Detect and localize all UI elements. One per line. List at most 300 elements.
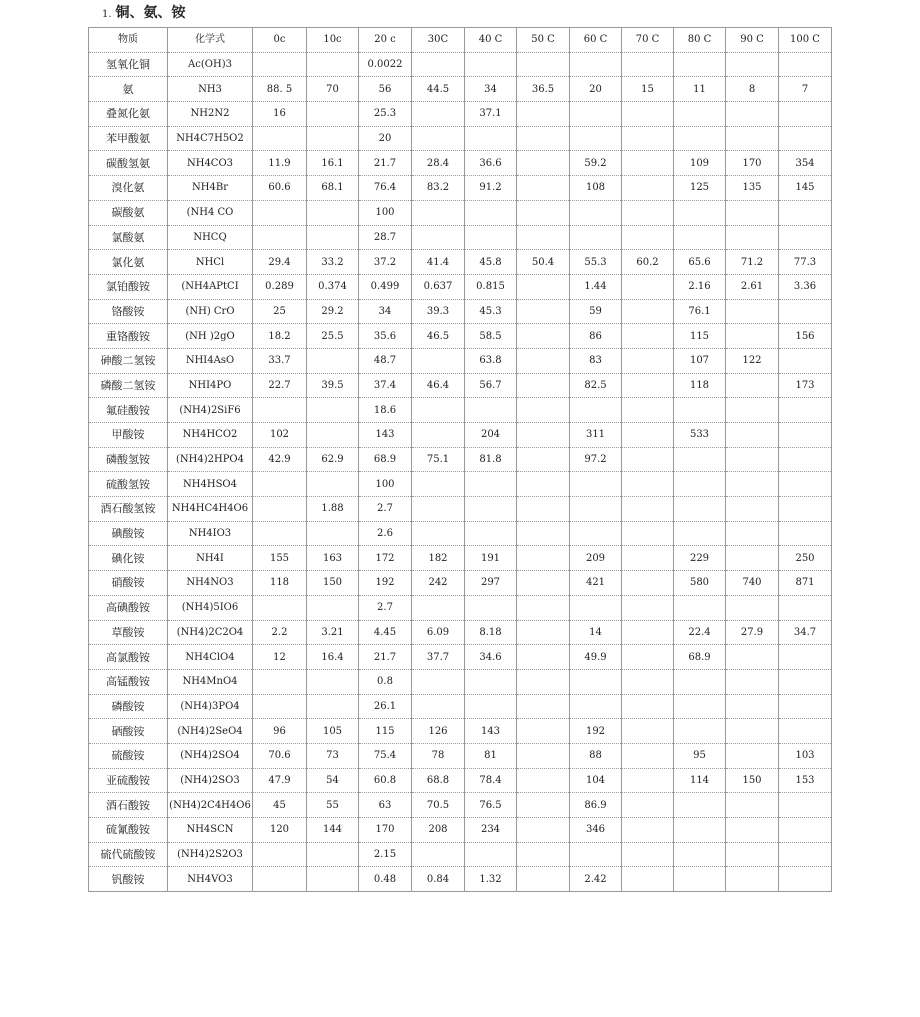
solubility-cell (412, 52, 465, 77)
solubility-cell (779, 447, 832, 472)
solubility-cell: 3.36 (779, 274, 832, 299)
solubility-cell (622, 743, 674, 768)
column-header: 20 c (359, 28, 412, 53)
solubility-cell (307, 867, 359, 892)
solubility-cell (779, 102, 832, 127)
formula-cell: NH4Br (168, 176, 253, 201)
solubility-cell (307, 398, 359, 423)
solubility-cell (465, 398, 517, 423)
substance-cell: 叠氮化氨 (89, 102, 168, 127)
solubility-cell: 2.6 (359, 521, 412, 546)
solubility-cell: 97.2 (570, 447, 622, 472)
solubility-cell (622, 497, 674, 522)
solubility-cell: 27.9 (726, 620, 779, 645)
formula-cell: NH4HSO4 (168, 472, 253, 497)
solubility-cell (253, 521, 307, 546)
solubility-cell (726, 694, 779, 719)
solubility-cell: 346 (570, 818, 622, 843)
solubility-cell: 170 (359, 818, 412, 843)
solubility-cell (517, 299, 570, 324)
solubility-cell: 1.44 (570, 274, 622, 299)
solubility-cell: 12 (253, 645, 307, 670)
table-row (89, 102, 832, 127)
solubility-cell: 60.6 (253, 176, 307, 201)
table-row (89, 225, 832, 250)
substance-cell: 氟硅酸铵 (89, 398, 168, 423)
solubility-cell (412, 521, 465, 546)
solubility-cell: 82.5 (570, 373, 622, 398)
solubility-cell (570, 225, 622, 250)
solubility-cell (412, 200, 465, 225)
solubility-cell: 0.0022 (359, 52, 412, 77)
solubility-cell: 2.2 (253, 620, 307, 645)
solubility-cell: 20 (570, 77, 622, 102)
solubility-cell (779, 423, 832, 448)
solubility-cell (726, 324, 779, 349)
solubility-cell (307, 472, 359, 497)
solubility-cell: 102 (253, 423, 307, 448)
solubility-cell: 62.9 (307, 447, 359, 472)
solubility-cell (674, 102, 726, 127)
formula-cell: NH4NO3 (168, 571, 253, 596)
solubility-cell: 16.4 (307, 645, 359, 670)
table-row (89, 595, 832, 620)
solubility-cell (726, 225, 779, 250)
solubility-cell (726, 818, 779, 843)
solubility-cell: 8 (726, 77, 779, 102)
solubility-cell (253, 842, 307, 867)
solubility-cell: 75.4 (359, 743, 412, 768)
table-row (89, 719, 832, 744)
solubility-cell: 16 (253, 102, 307, 127)
solubility-cell (412, 423, 465, 448)
solubility-cell: 311 (570, 423, 622, 448)
solubility-cell (779, 52, 832, 77)
table-row (89, 398, 832, 423)
solubility-cell: 70.5 (412, 793, 465, 818)
solubility-cell (517, 546, 570, 571)
solubility-cell (726, 373, 779, 398)
solubility-cell: 172 (359, 546, 412, 571)
formula-cell: (NH4)2C2O4 (168, 620, 253, 645)
solubility-cell (517, 867, 570, 892)
solubility-cell (779, 818, 832, 843)
solubility-cell: 115 (359, 719, 412, 744)
table-row (89, 176, 832, 201)
solubility-cell: 28.4 (412, 151, 465, 176)
solubility-cell: 105 (307, 719, 359, 744)
solubility-cell (779, 669, 832, 694)
substance-cell: 铬酸铵 (89, 299, 168, 324)
formula-cell: NH4HCO2 (168, 423, 253, 448)
solubility-cell (622, 447, 674, 472)
solubility-cell (253, 52, 307, 77)
solubility-cell (253, 867, 307, 892)
solubility-cell (622, 546, 674, 571)
solubility-cell: 55 (307, 793, 359, 818)
solubility-cell: 29.4 (253, 250, 307, 275)
solubility-cell (253, 200, 307, 225)
solubility-cell: 8.18 (465, 620, 517, 645)
solubility-cell (622, 52, 674, 77)
solubility-cell (517, 151, 570, 176)
formula-cell: (NH4)2SO3 (168, 768, 253, 793)
solubility-cell: 22.7 (253, 373, 307, 398)
solubility-cell (779, 595, 832, 620)
solubility-cell (465, 200, 517, 225)
solubility-cell (570, 52, 622, 77)
solubility-cell (622, 793, 674, 818)
solubility-cell: 83.2 (412, 176, 465, 201)
solubility-cell (674, 52, 726, 77)
solubility-cell (412, 842, 465, 867)
formula-cell: NH4CO3 (168, 151, 253, 176)
solubility-cell: 100 (359, 472, 412, 497)
solubility-cell: 25.3 (359, 102, 412, 127)
formula-cell: (NH4)2S2O3 (168, 842, 253, 867)
solubility-cell: 107 (674, 348, 726, 373)
table-row (89, 793, 832, 818)
solubility-cell: 6.09 (412, 620, 465, 645)
solubility-cell: 77.3 (779, 250, 832, 275)
solubility-cell: 81 (465, 743, 517, 768)
solubility-cell (307, 225, 359, 250)
solubility-cell: 88 (570, 743, 622, 768)
solubility-cell: 76.4 (359, 176, 412, 201)
table-row (89, 52, 832, 77)
solubility-cell (517, 472, 570, 497)
solubility-cell (570, 102, 622, 127)
solubility-cell (517, 818, 570, 843)
solubility-cell: 234 (465, 818, 517, 843)
solubility-cell: 47.9 (253, 768, 307, 793)
solubility-cell: 16.1 (307, 151, 359, 176)
solubility-cell (570, 694, 622, 719)
solubility-cell (726, 299, 779, 324)
solubility-cell (517, 521, 570, 546)
solubility-cell (517, 274, 570, 299)
substance-cell: 氯化氨 (89, 250, 168, 275)
solubility-cell: 49.9 (570, 645, 622, 670)
solubility-cell: 91.2 (465, 176, 517, 201)
solubility-cell (517, 595, 570, 620)
solubility-cell (726, 398, 779, 423)
substance-cell: 高碘酸铵 (89, 595, 168, 620)
solubility-cell (465, 694, 517, 719)
solubility-cell: 37.2 (359, 250, 412, 275)
solubility-cell: 45 (253, 793, 307, 818)
page-heading (102, 2, 186, 22)
solubility-cell: 36.6 (465, 151, 517, 176)
solubility-cell: 68.9 (359, 447, 412, 472)
solubility-cell: 45.3 (465, 299, 517, 324)
solubility-cell (465, 595, 517, 620)
solubility-cell (307, 102, 359, 127)
solubility-cell (253, 694, 307, 719)
table-row (89, 867, 832, 892)
solubility-cell (674, 225, 726, 250)
solubility-cell: 229 (674, 546, 726, 571)
column-header: 60 C (570, 28, 622, 53)
substance-cell: 氯铂酸铵 (89, 274, 168, 299)
solubility-cell: 22.4 (674, 620, 726, 645)
solubility-cell (674, 595, 726, 620)
solubility-cell (674, 694, 726, 719)
solubility-cell (412, 669, 465, 694)
solubility-cell (517, 398, 570, 423)
substance-cell: 钒酸铵 (89, 867, 168, 892)
solubility-cell (674, 867, 726, 892)
table-row (89, 373, 832, 398)
solubility-cell (517, 126, 570, 151)
column-header: 80 C (674, 28, 726, 53)
solubility-cell (726, 867, 779, 892)
solubility-cell (779, 225, 832, 250)
solubility-cell: 156 (779, 324, 832, 349)
heading-title: 铜、氨、铵 (115, 5, 186, 21)
solubility-cell (253, 472, 307, 497)
solubility-cell (622, 176, 674, 201)
solubility-cell (674, 447, 726, 472)
solubility-cell (726, 842, 779, 867)
solubility-cell (412, 497, 465, 522)
solubility-cell: 63.8 (465, 348, 517, 373)
solubility-cell (622, 348, 674, 373)
substance-cell: 溴化氨 (89, 176, 168, 201)
solubility-cell (570, 595, 622, 620)
solubility-cell: 297 (465, 571, 517, 596)
column-header: 50 C (517, 28, 570, 53)
column-header: 90 C (726, 28, 779, 53)
solubility-cell: 145 (779, 176, 832, 201)
formula-cell: NH4ClO4 (168, 645, 253, 670)
solubility-cell (779, 200, 832, 225)
solubility-cell: 56.7 (465, 373, 517, 398)
solubility-cell (517, 620, 570, 645)
solubility-cell: 96 (253, 719, 307, 744)
solubility-cell: 83 (570, 348, 622, 373)
solubility-cell (517, 571, 570, 596)
table-row (89, 546, 832, 571)
substance-cell: 磷酸铵 (89, 694, 168, 719)
column-header: 0c (253, 28, 307, 53)
solubility-cell (465, 521, 517, 546)
substance-cell: 碳酸氨 (89, 200, 168, 225)
solubility-cell (622, 669, 674, 694)
solubility-cell (570, 497, 622, 522)
solubility-cell: 192 (570, 719, 622, 744)
substance-cell: 苯甲酸氨 (89, 126, 168, 151)
solubility-cell (412, 595, 465, 620)
solubility-cell: 37.1 (465, 102, 517, 127)
solubility-cell (779, 299, 832, 324)
solubility-cell: 2.16 (674, 274, 726, 299)
solubility-cell: 144 (307, 818, 359, 843)
solubility-cell: 41.4 (412, 250, 465, 275)
solubility-cell (674, 719, 726, 744)
table-row (89, 447, 832, 472)
solubility-cell (622, 620, 674, 645)
solubility-cell: 204 (465, 423, 517, 448)
column-header: 40 C (465, 28, 517, 53)
solubility-cell (307, 200, 359, 225)
solubility-cell: 2.7 (359, 595, 412, 620)
solubility-cell (674, 793, 726, 818)
formula-cell: (NH) CrO (168, 299, 253, 324)
solubility-cell: 11.9 (253, 151, 307, 176)
solubility-cell: 2.42 (570, 867, 622, 892)
solubility-cell: 182 (412, 546, 465, 571)
solubility-cell: 45.8 (465, 250, 517, 275)
solubility-cell: 208 (412, 818, 465, 843)
table-row (89, 77, 832, 102)
solubility-cell (779, 398, 832, 423)
solubility-cell (517, 52, 570, 77)
solubility-cell: 55.3 (570, 250, 622, 275)
formula-cell: NHCQ (168, 225, 253, 250)
solubility-cell (517, 669, 570, 694)
solubility-cell: 143 (359, 423, 412, 448)
column-header: 30C (412, 28, 465, 53)
solubility-cell (307, 669, 359, 694)
formula-cell: (NH4)2SiF6 (168, 398, 253, 423)
solubility-cell: 103 (779, 743, 832, 768)
solubility-cell (465, 842, 517, 867)
solubility-cell (726, 423, 779, 448)
solubility-cell: 25.5 (307, 324, 359, 349)
solubility-cell (307, 595, 359, 620)
solubility-cell (779, 867, 832, 892)
formula-cell: (NH4)2SO4 (168, 743, 253, 768)
solubility-cell (779, 793, 832, 818)
solubility-cell: 191 (465, 546, 517, 571)
solubility-cell (465, 669, 517, 694)
substance-cell: 酒石酸氢铵 (89, 497, 168, 522)
solubility-cell (622, 423, 674, 448)
solubility-cell: 11 (674, 77, 726, 102)
solubility-cell (726, 497, 779, 522)
solubility-cell: 0.374 (307, 274, 359, 299)
solubility-cell: 0.289 (253, 274, 307, 299)
solubility-cell (570, 126, 622, 151)
solubility-cell: 71.2 (726, 250, 779, 275)
solubility-cell (622, 719, 674, 744)
solubility-cell (517, 200, 570, 225)
table-row (89, 348, 832, 373)
solubility-cell: 81.8 (465, 447, 517, 472)
table-row (89, 274, 832, 299)
solubility-cell (517, 694, 570, 719)
solubility-cell: 18.2 (253, 324, 307, 349)
solubility-cell (517, 768, 570, 793)
solubility-cell: 75.1 (412, 447, 465, 472)
solubility-cell: 60.2 (622, 250, 674, 275)
solubility-cell: 15 (622, 77, 674, 102)
substance-cell: 亚硫酸铵 (89, 768, 168, 793)
solubility-cell: 21.7 (359, 151, 412, 176)
solubility-cell (622, 373, 674, 398)
solubility-cell (465, 52, 517, 77)
solubility-cell (726, 719, 779, 744)
solubility-cell: 170 (726, 151, 779, 176)
solubility-cell (517, 324, 570, 349)
solubility-cell: 114 (674, 768, 726, 793)
solubility-cell: 76.1 (674, 299, 726, 324)
formula-cell: NHI4AsO (168, 348, 253, 373)
solubility-cell (412, 472, 465, 497)
solubility-cell (622, 694, 674, 719)
solubility-cell (726, 447, 779, 472)
solubility-cell: 2.15 (359, 842, 412, 867)
solubility-cell (726, 52, 779, 77)
solubility-cell: 33.7 (253, 348, 307, 373)
solubility-cell: 120 (253, 818, 307, 843)
solubility-cell: 42.9 (253, 447, 307, 472)
solubility-cell: 173 (779, 373, 832, 398)
solubility-cell (412, 126, 465, 151)
solubility-cell (622, 571, 674, 596)
table-row (89, 497, 832, 522)
solubility-cell (517, 348, 570, 373)
solubility-cell (517, 176, 570, 201)
substance-cell: 重铬酸铵 (89, 324, 168, 349)
solubility-cell (253, 126, 307, 151)
solubility-cell: 39.5 (307, 373, 359, 398)
table-row (89, 200, 832, 225)
solubility-cell (622, 842, 674, 867)
solubility-cell (779, 472, 832, 497)
substance-cell: 氢氧化铜 (89, 52, 168, 77)
solubility-cell (674, 669, 726, 694)
table-row (89, 818, 832, 843)
solubility-cell: 95 (674, 743, 726, 768)
table-row (89, 423, 832, 448)
solubility-cell: 0.8 (359, 669, 412, 694)
solubility-cell: 143 (465, 719, 517, 744)
solubility-cell (517, 102, 570, 127)
solubility-cell (253, 398, 307, 423)
solubility-cell: 86.9 (570, 793, 622, 818)
solubility-cell: 68.1 (307, 176, 359, 201)
solubility-cell (517, 793, 570, 818)
solubility-cell (726, 546, 779, 571)
column-header: 化学式 (168, 28, 253, 53)
solubility-cell (674, 200, 726, 225)
solubility-cell: 4.45 (359, 620, 412, 645)
formula-cell: (NH4APtCI (168, 274, 253, 299)
solubility-cell (726, 595, 779, 620)
solubility-cell (517, 225, 570, 250)
table-row (89, 324, 832, 349)
solubility-cell (622, 521, 674, 546)
solubility-cell: 163 (307, 546, 359, 571)
solubility-cell: 59.2 (570, 151, 622, 176)
table-row (89, 151, 832, 176)
solubility-cell: 0.637 (412, 274, 465, 299)
table-row (89, 521, 832, 546)
table-row (89, 694, 832, 719)
solubility-cell (465, 497, 517, 522)
solubility-cell (570, 669, 622, 694)
solubility-cell (779, 694, 832, 719)
solubility-cell (622, 472, 674, 497)
solubility-cell: 871 (779, 571, 832, 596)
solubility-cell (726, 669, 779, 694)
solubility-cell (517, 373, 570, 398)
solubility-cell (570, 521, 622, 546)
solubility-cell: 580 (674, 571, 726, 596)
solubility-cell: 155 (253, 546, 307, 571)
